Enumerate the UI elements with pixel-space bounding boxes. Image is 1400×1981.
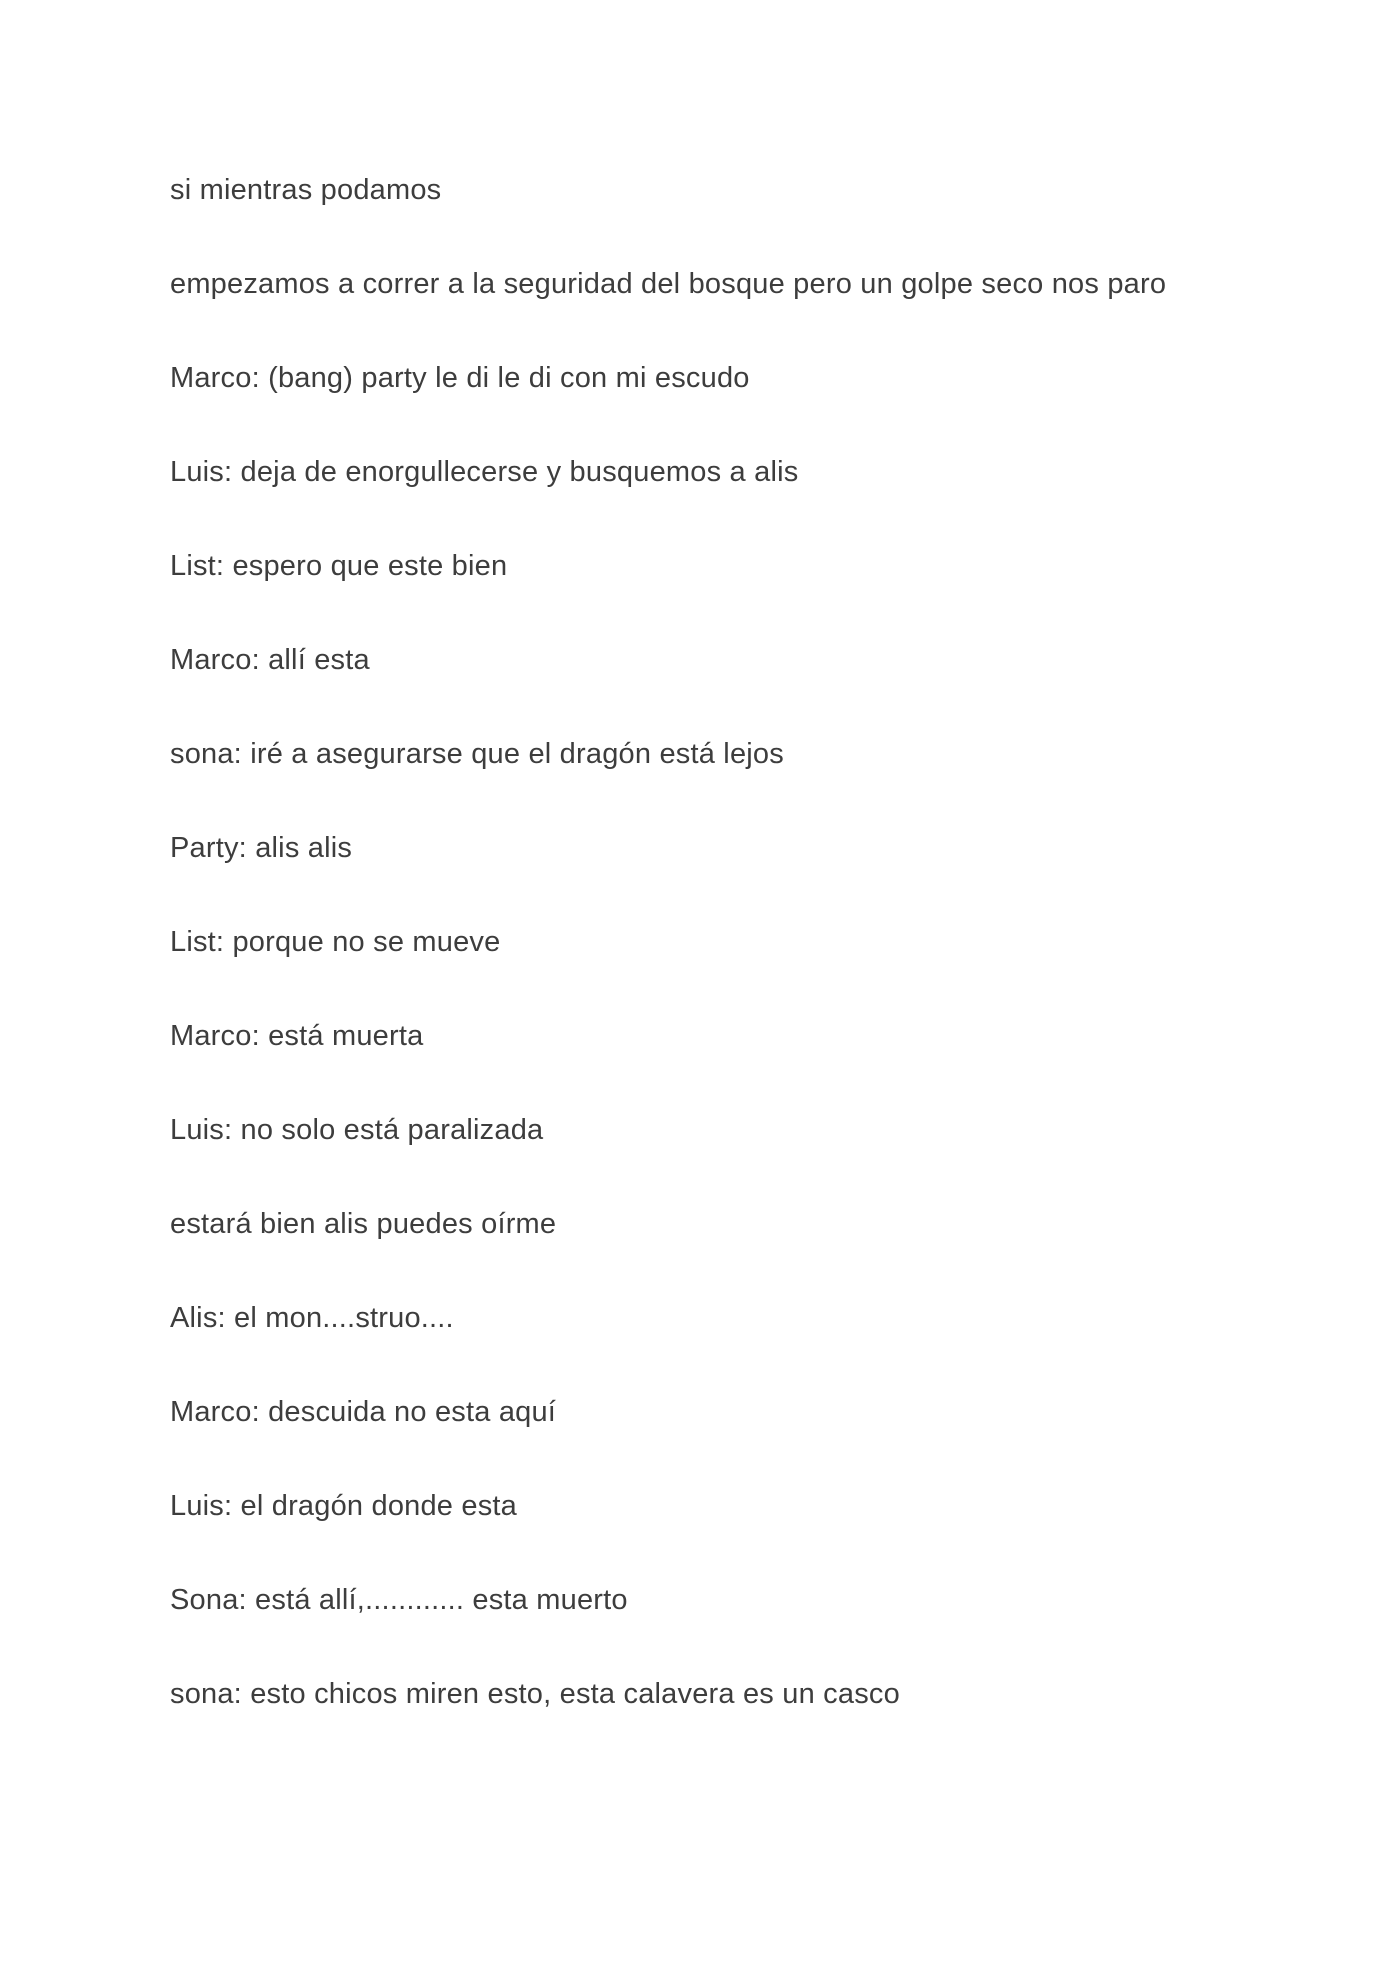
paragraph: Marco: (bang) party le di le di con mi escudo [170, 362, 750, 394]
paragraph: Marco: está muerta [170, 1020, 424, 1052]
paragraph: sona: esto chicos miren esto, esta calavera es un casco [170, 1678, 900, 1710]
paragraph: Sona: está allí,............ esta muerto [170, 1584, 628, 1616]
paragraph: empezamos a correr a la seguridad del bosque pero un golpe seco nos paro [170, 268, 1167, 300]
paragraph: Marco: descuida no esta aquí [170, 1396, 557, 1428]
paragraph: List: espero que este bien [170, 550, 508, 582]
paragraph: Alis: el mon....struo.... [170, 1302, 454, 1334]
paragraph: Party: alis alis [170, 832, 353, 864]
paragraph: List: porque no se mueve [170, 926, 501, 958]
paragraph: Luis: el dragón donde esta [170, 1490, 518, 1522]
paragraph: Luis: deja de enorgullecerse y busquemos a alis [170, 456, 799, 488]
paragraph: Luis: no solo está paralizada [170, 1114, 544, 1146]
paragraph: sona: iré a asegurarse que el dragón está lejos [170, 738, 784, 770]
document-body [170, 165, 1250, 1763]
paragraph: si mientras podamos [170, 174, 442, 206]
paragraph: Marco: allí esta [170, 644, 370, 676]
paragraph: estará bien alis puedes oírme [170, 1208, 557, 1240]
